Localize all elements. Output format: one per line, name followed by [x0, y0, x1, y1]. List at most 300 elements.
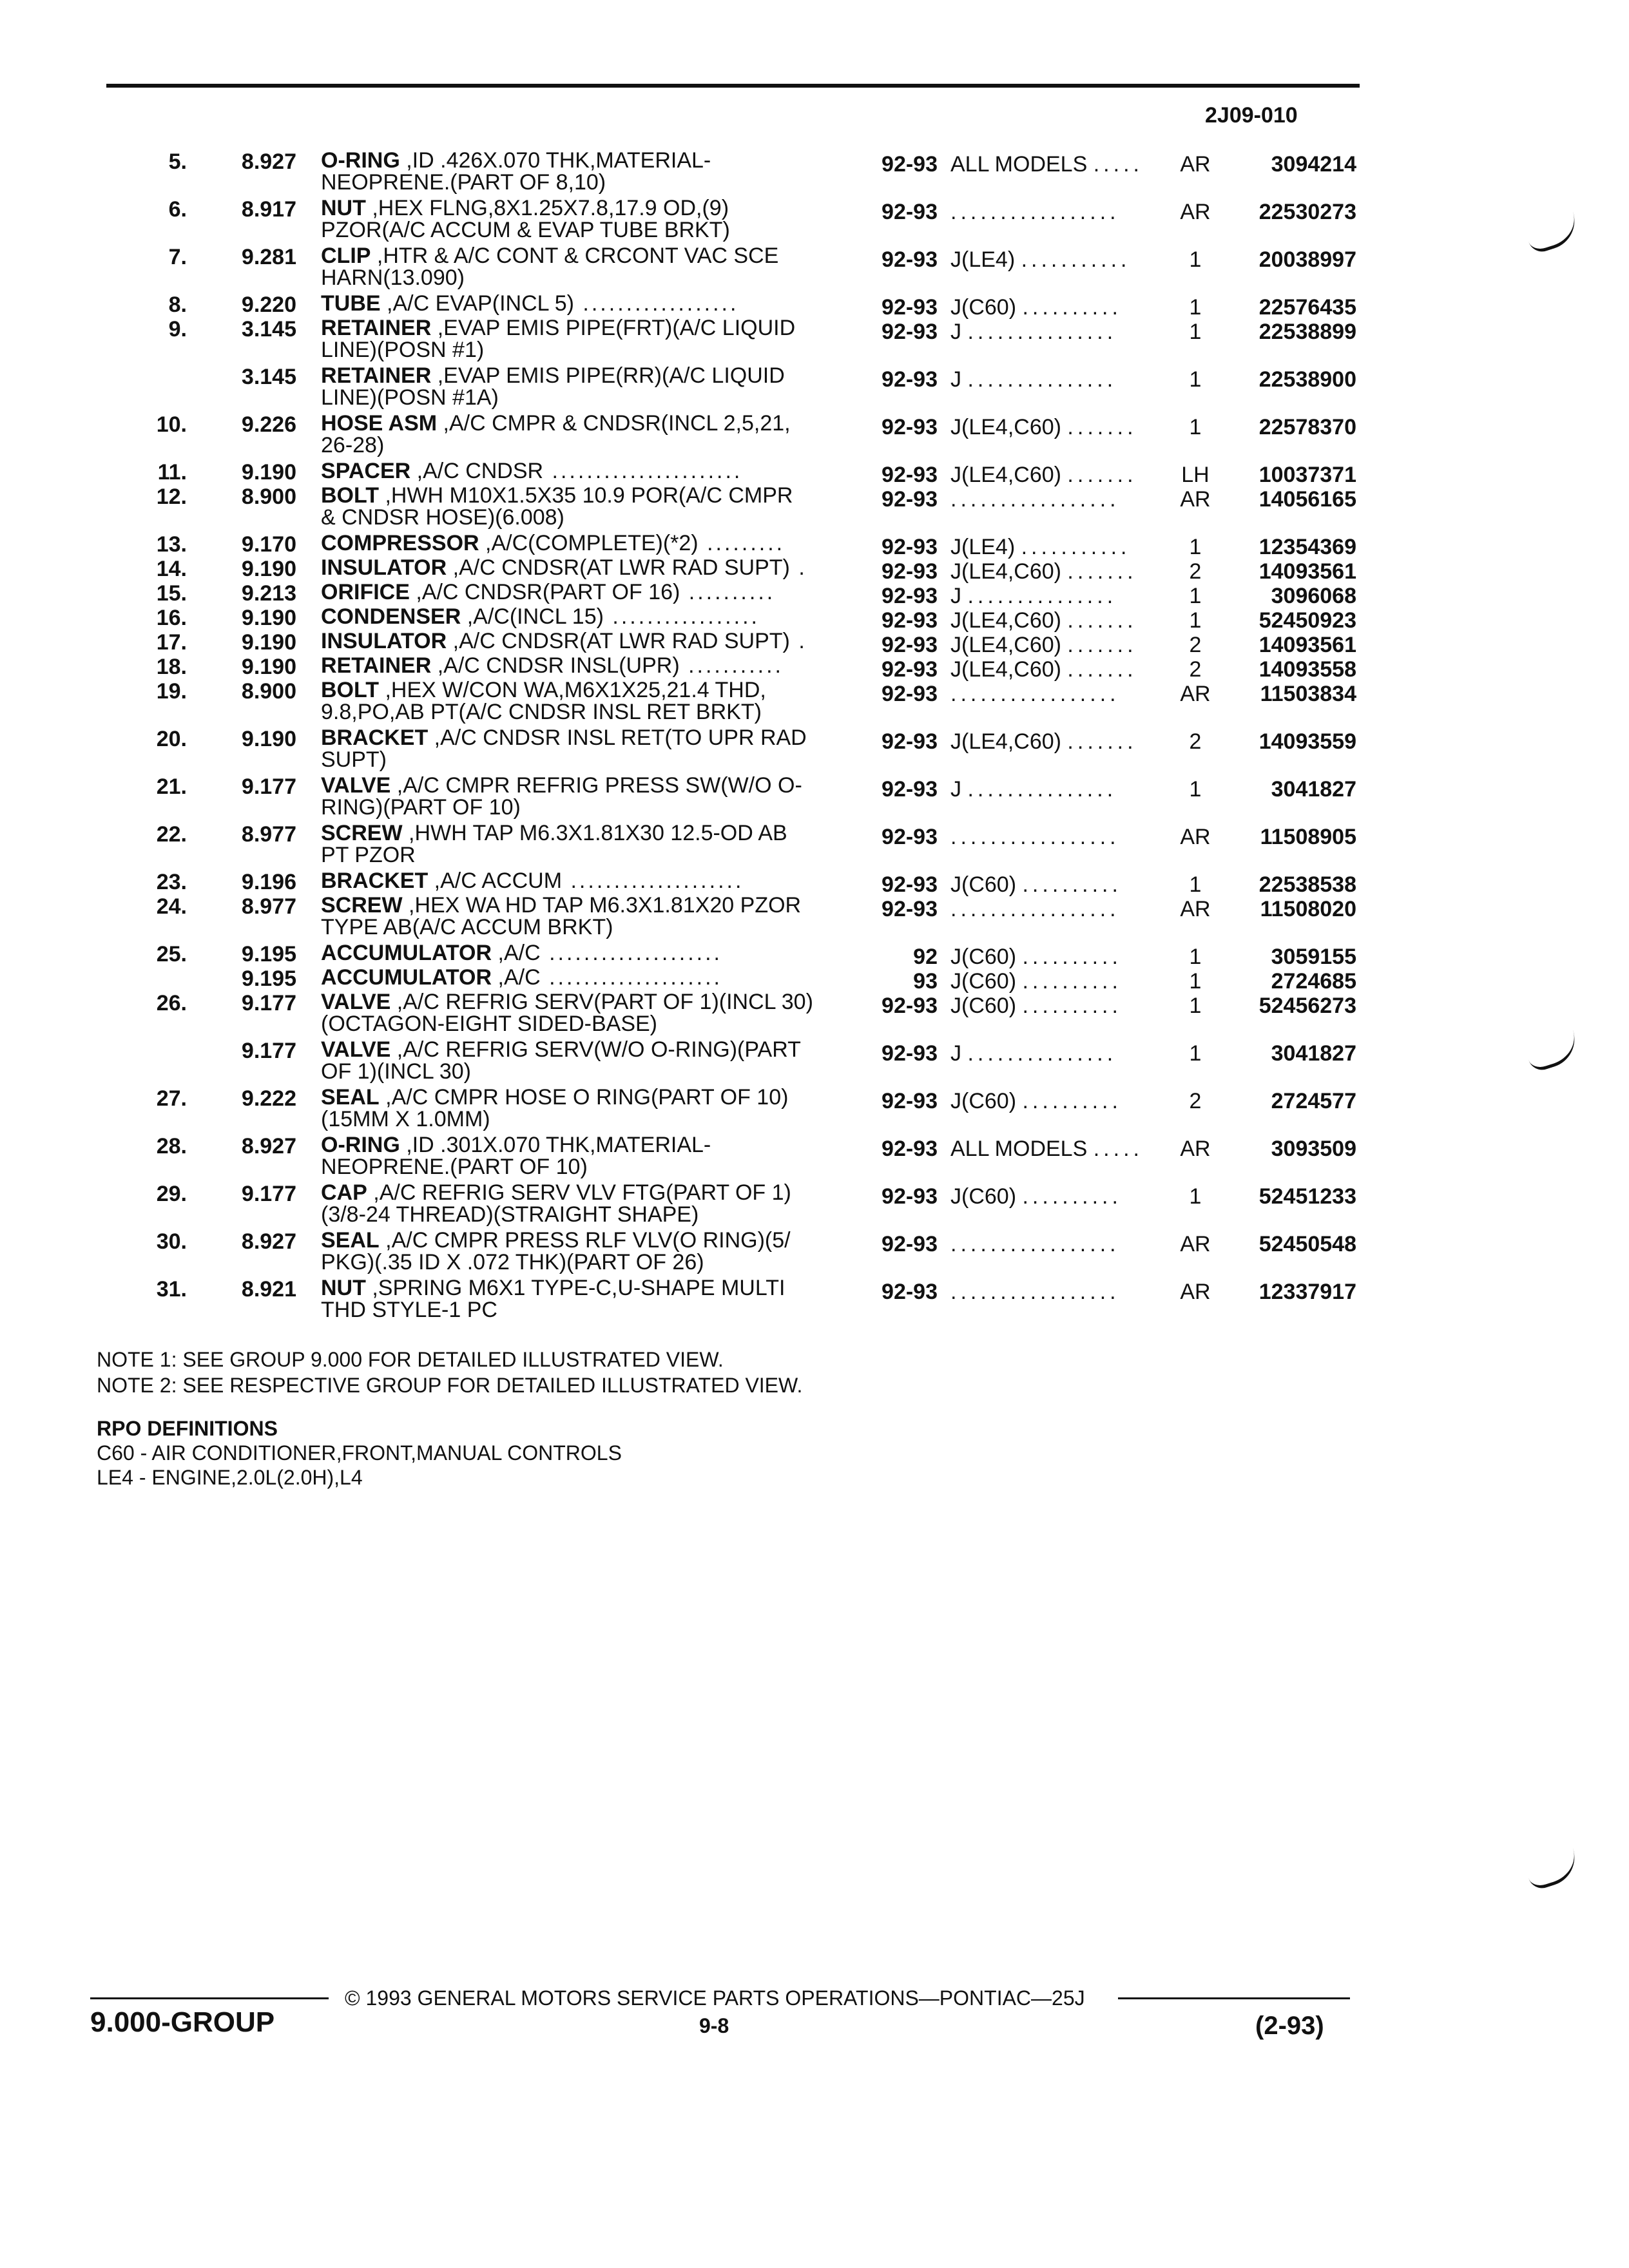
quantity: 1	[1189, 872, 1202, 897]
quantity: 1	[1189, 945, 1202, 969]
model-years: 92-93	[882, 633, 938, 657]
part-row	[0, 1229, 1629, 1277]
leader-dots: .................	[950, 897, 1120, 921]
description-line-1	[321, 942, 856, 964]
part-description	[321, 630, 856, 652]
group-number: 9.196	[241, 870, 296, 894]
description-text: ,A/C CNDSR(PART OF 16)	[409, 580, 680, 604]
item-number: 24.	[156, 894, 187, 919]
description-line-1	[321, 1229, 856, 1251]
group-number: 9.177	[241, 1182, 296, 1206]
description-line-1	[321, 485, 856, 506]
leader-dots: ..................	[574, 291, 739, 316]
header-rule	[106, 84, 1360, 88]
part-description	[321, 460, 856, 482]
note-2: NOTE 2: SEE RESPECTIVE GROUP FOR DETAILED ILLUSTRATED VIEW.	[97, 1374, 803, 1397]
group-number: 8.917	[241, 197, 296, 222]
description-line-1	[321, 557, 856, 579]
leader-dots: ..........	[1022, 994, 1122, 1018]
quantity: AR	[1180, 200, 1211, 224]
models	[950, 1089, 1170, 1114]
description-text: ,EVAP EMIS PIPE(RR)(A/C LIQUID	[431, 363, 785, 388]
part-row	[0, 365, 1629, 412]
description-text: ,HWH M10X1.5X35 10.9 POR(A/C CMPR	[379, 483, 793, 508]
part-name: TUBE	[321, 291, 381, 316]
leader-dots: .................	[950, 487, 1120, 512]
item-number: 19.	[156, 679, 187, 704]
model-years: 92-93	[882, 1184, 938, 1209]
models-text: J	[950, 584, 961, 608]
leader-dots: ...........	[1021, 247, 1131, 272]
part-description	[321, 412, 856, 456]
description-line-1	[321, 149, 856, 171]
models	[950, 777, 1170, 802]
models-text: J(LE4)	[950, 535, 1016, 559]
models-text: J(C60)	[950, 945, 1017, 969]
part-description	[321, 197, 856, 241]
group-number: 9.177	[241, 991, 296, 1015]
group-number: 9.190	[241, 727, 296, 751]
models	[950, 682, 1170, 707]
description-line-1	[321, 1086, 856, 1108]
item-number: 17.	[156, 630, 187, 655]
part-name: NUT	[321, 196, 366, 220]
description-text: ,A/C CMPR HOSE O RING(PART OF 10)	[379, 1085, 789, 1110]
models	[950, 247, 1170, 273]
part-row	[0, 991, 1629, 1039]
group-number: 9.190	[241, 630, 296, 655]
description-line-2: (OCTAGON-EIGHT SIDED-BASE)	[321, 1012, 658, 1036]
group-number: 9.222	[241, 1086, 296, 1111]
quantity: AR	[1180, 152, 1211, 177]
part-description	[321, 655, 856, 677]
quantity: AR	[1180, 897, 1211, 921]
item-number: 8.	[168, 293, 187, 317]
quantity: AR	[1180, 487, 1211, 512]
model-years: 92-93	[882, 487, 938, 512]
group-number: 3.145	[241, 365, 296, 389]
item-number: 14.	[156, 557, 187, 581]
quantity: LH	[1181, 463, 1210, 487]
models-text: J(LE4,C60)	[950, 608, 1061, 633]
description-line-2: PZOR(A/C ACCUM & EVAP TUBE BRKT)	[321, 218, 730, 242]
description-line-2: PT PZOR	[321, 843, 416, 867]
description-text: ,A/C CNDSR INSL RET(TO UPR RAD	[428, 726, 807, 750]
part-name: VALVE	[321, 990, 391, 1014]
group-number: 9.190	[241, 606, 296, 630]
leader-dots: .......	[1067, 729, 1137, 754]
leader-dots: ....................	[562, 869, 744, 893]
description-text: ,HEX W/CON WA,M6X1X25,21.4 THD,	[379, 678, 766, 702]
models-text: J(LE4,C60)	[950, 657, 1061, 682]
part-name: BOLT	[321, 678, 380, 702]
models	[950, 487, 1170, 512]
leader-dots: ..........	[1022, 945, 1122, 969]
description-line-1	[321, 630, 856, 652]
description-text: ,SPRING M6X1 TYPE-C,U-SHAPE MULTI	[365, 1276, 786, 1300]
part-name: BRACKET	[321, 869, 429, 893]
part-row	[0, 941, 1629, 969]
part-name: RETAINER	[321, 653, 432, 678]
description-text: ,HWH TAP M6.3X1.81X30 12.5-OD AB	[402, 821, 787, 845]
group-number: 8.977	[241, 894, 296, 919]
description-text: ,A/C CNDSR INSL(UPR)	[431, 653, 680, 678]
model-years: 92-93	[882, 1137, 938, 1161]
model-years: 92-93	[882, 584, 938, 608]
description-text: ,A/C REFRIG SERV(PART OF 1)(INCL 30)	[390, 990, 813, 1014]
description-line-2: HARN(13.090)	[321, 265, 465, 290]
part-row	[0, 485, 1629, 532]
model-years: 92-93	[882, 535, 938, 559]
part-number: 3096068	[1271, 584, 1356, 608]
description-line-1	[321, 460, 856, 482]
part-number: 14093559	[1258, 729, 1356, 754]
part-description	[321, 1086, 856, 1130]
description-line-1	[321, 532, 856, 554]
part-number: 3059155	[1271, 945, 1356, 969]
margin-tick-mark	[1524, 1849, 1582, 1892]
part-name: O-RING	[321, 1133, 400, 1157]
part-name: NUT	[321, 1276, 366, 1300]
group-number: 9.281	[241, 245, 296, 269]
leader-dots: .................	[603, 604, 760, 629]
model-years: 92	[913, 945, 938, 969]
page-number: 9-8	[699, 2014, 729, 2037]
copyright: © 1993 GENERAL MOTORS SERVICE PARTS OPERATIONS—PONTIAC—25J	[345, 1986, 1085, 2010]
group-number: 9.177	[241, 1039, 296, 1063]
part-row	[0, 1182, 1629, 1229]
item-number: 31.	[156, 1277, 187, 1302]
description-line-2: RING)(PART OF 10)	[321, 795, 521, 820]
rpo-heading: RPO DEFINITIONS	[97, 1417, 278, 1440]
part-name: SEAL	[321, 1085, 380, 1110]
description-line-1	[321, 1134, 856, 1156]
notes	[97, 1347, 802, 1398]
model-years: 92-93	[882, 682, 938, 706]
item-number: 22.	[156, 822, 187, 847]
part-number: 11508905	[1260, 825, 1356, 849]
description-text: ,A/C CMPR REFRIG PRESS SW(W/O O-	[390, 773, 802, 798]
part-number: 10037371	[1258, 463, 1356, 487]
model-years: 92-93	[882, 1041, 938, 1066]
part-row	[0, 460, 1629, 485]
quantity: 1	[1189, 1184, 1202, 1209]
description-text: ,A/C CMPR PRESS RLF VLV(O RING)(5/	[379, 1228, 791, 1253]
models-text: J(C60)	[950, 1184, 1017, 1209]
model-years: 92-93	[882, 777, 938, 802]
quantity: 1	[1189, 415, 1202, 439]
part-row	[0, 412, 1629, 460]
model-years: 92-93	[882, 1089, 938, 1113]
models-text: J(C60)	[950, 969, 1017, 994]
leader-dots: .......	[1067, 657, 1137, 682]
description-line-1	[321, 1039, 856, 1061]
models-text: J(LE4,C60)	[950, 729, 1061, 754]
part-description	[321, 1277, 856, 1321]
models-text: J(C60)	[950, 1089, 1017, 1113]
part-name: INSULATOR	[321, 555, 447, 580]
leader-dots: ...............	[967, 367, 1117, 392]
leader-dots: ..........	[1022, 295, 1122, 320]
part-row	[0, 532, 1629, 557]
quantity: AR	[1180, 1280, 1211, 1304]
model-years: 92-93	[882, 872, 938, 897]
leader-dots: .	[789, 555, 807, 580]
description-line-2: LINE)(POSN #1A)	[321, 385, 499, 410]
part-number: 22578370	[1258, 415, 1356, 439]
part-number: 52456273	[1258, 994, 1356, 1018]
part-number: 14093561	[1258, 559, 1356, 584]
part-row	[0, 630, 1629, 655]
description-line-1	[321, 365, 856, 387]
group-name: 9.000-GROUP	[90, 2006, 275, 2038]
models	[950, 1137, 1170, 1162]
description-line-2: NEOPRENE.(PART OF 10)	[321, 1155, 588, 1179]
group-number: 9.195	[241, 966, 296, 991]
leader-dots: .....	[1093, 1137, 1143, 1161]
part-description	[321, 317, 856, 361]
item-number: 10.	[156, 412, 187, 437]
models	[950, 367, 1170, 392]
part-description	[321, 991, 856, 1035]
part-name: VALVE	[321, 773, 391, 798]
description-text: ,HTR & A/C CONT & CRCONT VAC SCE	[371, 244, 779, 268]
leader-dots: ...............	[967, 777, 1117, 802]
part-name: INSULATOR	[321, 629, 447, 653]
part-name: CAP	[321, 1180, 367, 1205]
description-text: ,A/C ACCUM	[428, 869, 563, 893]
item-number: 29.	[156, 1182, 187, 1206]
quantity: AR	[1180, 682, 1211, 706]
item-number: 7.	[168, 245, 187, 269]
description-text: ,ID .426X.070 THK,MATERIAL-	[400, 148, 711, 173]
description-text: ,HEX FLNG,8X1.25X7.8,17.9 OD,(9)	[365, 196, 729, 220]
part-description	[321, 365, 856, 408]
part-description	[321, 870, 856, 892]
part-description	[321, 1134, 856, 1178]
group-number: 9.177	[241, 774, 296, 799]
part-row	[0, 245, 1629, 293]
description-line-1	[321, 894, 856, 916]
leader-dots: .......	[1067, 559, 1137, 584]
models	[950, 1280, 1170, 1305]
part-name: COMPRESSOR	[321, 531, 479, 555]
note-1: NOTE 1: SEE GROUP 9.000 FOR DETAILED ILLUSTRATED VIEW.	[97, 1348, 724, 1371]
group-number: 9.170	[241, 532, 296, 557]
models-text: J(LE4,C60)	[950, 415, 1061, 439]
part-row	[0, 291, 1629, 320]
quantity: 2	[1189, 559, 1202, 584]
item-number: 18.	[156, 655, 187, 679]
description-line-2: OF 1)(INCL 30)	[321, 1059, 472, 1084]
part-number: 22538900	[1258, 367, 1356, 392]
models-text: J	[950, 367, 961, 392]
leader-dots: .......	[1067, 415, 1137, 439]
part-number: 12354369	[1258, 535, 1356, 559]
leader-dots: ..........	[680, 580, 776, 604]
part-description	[321, 149, 856, 193]
description-text: ,A/C CNDSR(AT LWR RAD SUPT)	[447, 629, 790, 653]
description-line-2: LINE)(POSN #1)	[321, 338, 485, 362]
part-row	[0, 1086, 1629, 1134]
part-description	[321, 774, 856, 818]
model-years: 92-93	[882, 1280, 938, 1304]
models	[950, 1232, 1170, 1257]
item-number: 28.	[156, 1134, 187, 1158]
description-line-1	[321, 822, 856, 844]
description-text: ,EVAP EMIS PIPE(FRT)(A/C LIQUID	[431, 316, 796, 340]
description-line-1	[321, 317, 856, 339]
part-row	[0, 1277, 1629, 1325]
description-text: ,A/C(INCL 15)	[461, 604, 604, 629]
part-number: 12337917	[1258, 1280, 1356, 1304]
group-number: 8.927	[241, 1229, 296, 1254]
item-number: 30.	[156, 1229, 187, 1254]
part-name: RETAINER	[321, 316, 432, 340]
item-number: 12.	[156, 485, 187, 509]
model-years: 92-93	[882, 320, 938, 344]
part-number: 3041827	[1271, 777, 1356, 802]
part-name: SCREW	[321, 821, 403, 845]
description-line-2: PKG)(.35 ID X .072 THK)(PART OF 26)	[321, 1250, 704, 1274]
description-line-2: & CNDSR HOSE)(6.008)	[321, 505, 564, 530]
part-row	[0, 727, 1629, 774]
part-description	[321, 1229, 856, 1273]
part-description	[321, 245, 856, 289]
quantity: 2	[1189, 1089, 1202, 1113]
part-name: BRACKET	[321, 726, 429, 750]
leader-dots: ...........	[1021, 535, 1131, 559]
description-line-1	[321, 1277, 856, 1299]
models-text: J(LE4,C60)	[950, 633, 1061, 657]
item-number: 11.	[157, 460, 187, 485]
footer-rule-right	[1118, 1997, 1350, 1999]
models-text: J(C60)	[950, 295, 1017, 320]
quantity: AR	[1180, 1137, 1211, 1161]
part-number: 22538899	[1258, 320, 1356, 344]
models	[950, 320, 1170, 345]
group-number: 3.145	[241, 317, 296, 341]
part-description	[321, 966, 856, 988]
quantity: 2	[1189, 657, 1202, 682]
description-line-2: 9.8,PO,AB PT(A/C CNDSR INSL RET BRKT)	[321, 700, 762, 724]
group-number: 9.220	[241, 293, 296, 317]
description-line-1	[321, 679, 856, 701]
item-number: 13.	[156, 532, 187, 557]
description-text: ,A/C EVAP(INCL 5)	[380, 291, 574, 316]
model-years: 92-93	[882, 152, 938, 177]
part-description	[321, 532, 856, 554]
models	[950, 152, 1170, 177]
models	[950, 729, 1170, 754]
item-number: 27.	[156, 1086, 187, 1111]
part-name: BOLT	[321, 483, 380, 508]
rpo-item-c60: C60 - AIR CONDITIONER,FRONT,MANUAL CONTROLS	[97, 1441, 622, 1465]
quantity: 1	[1189, 584, 1202, 608]
models-text: J(LE4,C60)	[950, 463, 1061, 487]
part-number: 3094214	[1271, 152, 1356, 177]
models-text: J	[950, 1041, 961, 1066]
description-text: ,HEX WA HD TAP M6.3X1.81X20 PZOR	[402, 893, 802, 918]
models	[950, 1184, 1170, 1209]
part-number: 11508020	[1260, 897, 1356, 921]
leader-dots: .................	[950, 1232, 1120, 1256]
part-name: CONDENSER	[321, 604, 461, 629]
description-line-1	[321, 655, 856, 677]
description-line-1	[321, 966, 856, 988]
part-number: 3093509	[1271, 1137, 1356, 1161]
rpo-item-le4: LE4 - ENGINE,2.0L(2.0H),L4	[97, 1466, 363, 1489]
part-name: ACCUMULATOR	[321, 965, 492, 990]
quantity: 1	[1189, 320, 1202, 344]
leader-dots: ....................	[540, 965, 722, 990]
part-description	[321, 822, 856, 866]
description-line-2: (3/8-24 THREAD)(STRAIGHT SHAPE)	[321, 1202, 699, 1227]
item-number: 15.	[156, 581, 187, 606]
quantity: 1	[1189, 777, 1202, 802]
part-number: 52451233	[1258, 1184, 1356, 1209]
models-text: ALL MODELS	[950, 152, 1088, 177]
quantity: 1	[1189, 535, 1202, 559]
part-name: RETAINER	[321, 363, 432, 388]
part-description	[321, 727, 856, 771]
description-line-2: NEOPRENE.(PART OF 8,10)	[321, 170, 606, 195]
part-number: 14056165	[1258, 487, 1356, 512]
quantity: AR	[1180, 1232, 1211, 1256]
description-text: ,A/C CMPR & CNDSR(INCL 2,5,21,	[437, 411, 791, 436]
part-description	[321, 293, 856, 314]
part-description	[321, 942, 856, 964]
part-row	[0, 679, 1629, 727]
models-text: J(C60)	[950, 994, 1017, 1018]
part-row	[0, 869, 1629, 897]
leader-dots: .................	[950, 825, 1120, 849]
model-years: 92-93	[882, 463, 938, 487]
description-line-1	[321, 412, 856, 434]
document-code: 2J09-010	[1205, 103, 1298, 128]
group-number: 8.927	[241, 149, 296, 174]
part-description	[321, 1039, 856, 1082]
model-years: 92-93	[882, 200, 938, 224]
part-number: 22576435	[1258, 295, 1356, 320]
part-row	[0, 197, 1629, 245]
description-line-1	[321, 870, 856, 892]
leader-dots: ...............	[967, 1041, 1117, 1066]
part-row	[0, 555, 1629, 584]
parts-list	[0, 149, 1629, 1325]
group-number: 9.190	[241, 557, 296, 581]
part-name: ORIFICE	[321, 580, 410, 604]
part-row	[0, 1134, 1629, 1182]
models-text: J(LE4)	[950, 247, 1016, 272]
part-name: VALVE	[321, 1037, 391, 1062]
leader-dots: ..........	[1022, 1184, 1122, 1209]
part-description	[321, 485, 856, 528]
description-line-2: 26-28)	[321, 433, 385, 457]
part-description	[321, 894, 856, 938]
group-number: 8.900	[241, 679, 296, 704]
part-number: 2724685	[1271, 969, 1356, 994]
item-number: 9.	[168, 317, 187, 341]
model-years: 93	[913, 969, 938, 994]
part-name: ACCUMULATOR	[321, 941, 492, 965]
item-number: 25.	[156, 942, 187, 966]
item-number: 20.	[156, 727, 187, 751]
group-number: 9.195	[241, 942, 296, 966]
leader-dots: .........	[698, 531, 786, 555]
quantity: 1	[1189, 994, 1202, 1018]
model-years: 92-93	[882, 608, 938, 633]
